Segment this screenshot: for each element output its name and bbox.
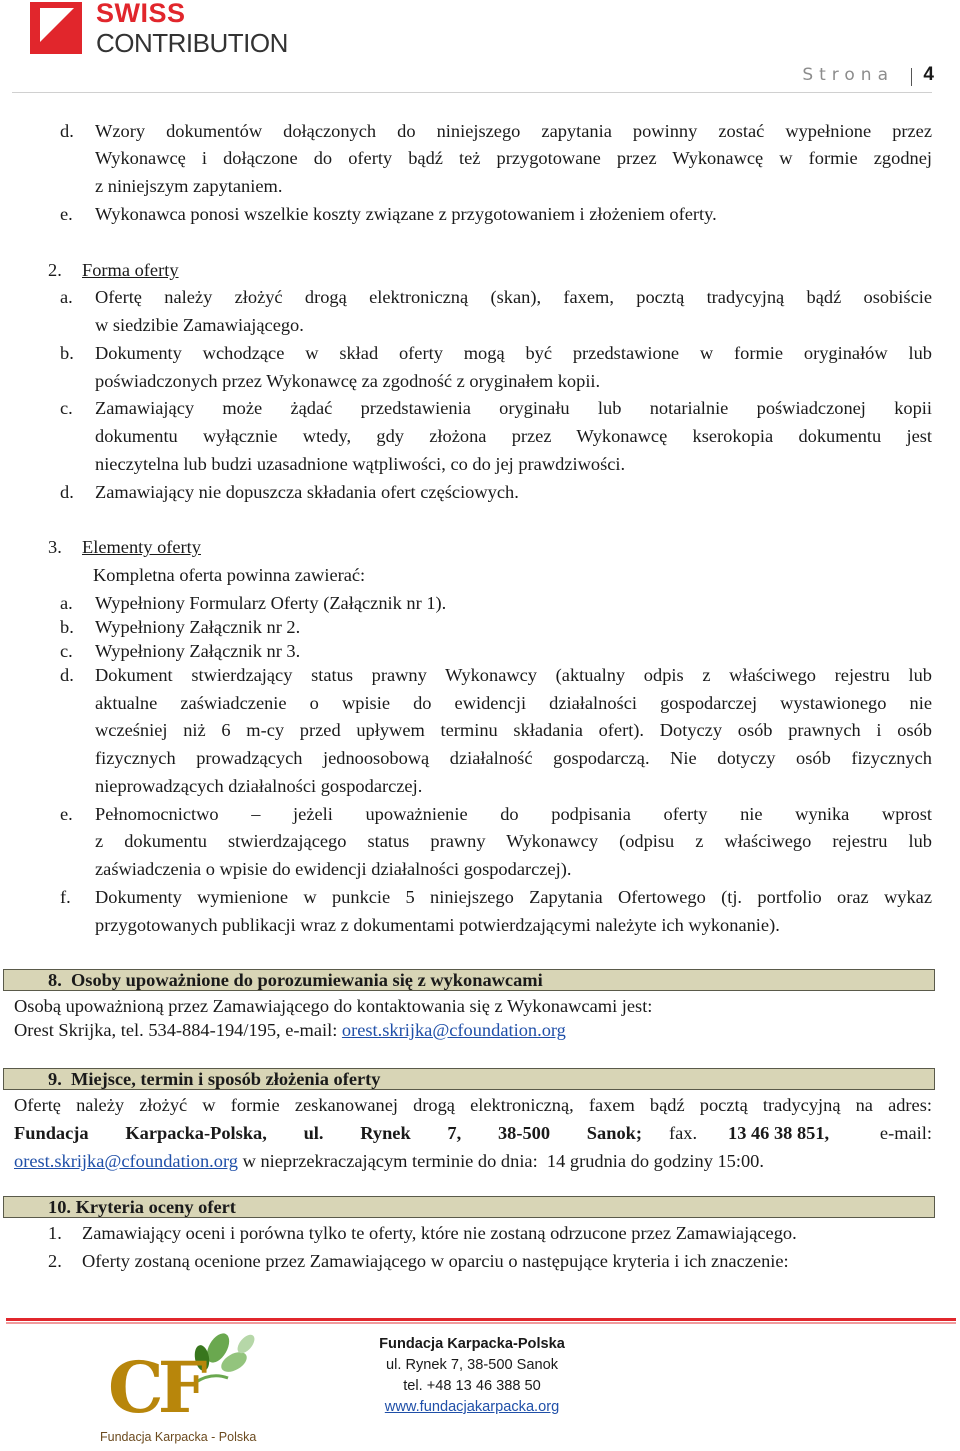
item-marker-e: e. <box>60 204 73 224</box>
s1-d-line-3: z niniejszym zapytaniem. <box>95 176 283 196</box>
section-8-line-2 <box>14 1019 566 1041</box>
s1-d-line-2: Wykonawcę i dołączone do oferty bądź też przygotowane przez Wykonawcę w formie zgodnej <box>95 148 932 168</box>
item-marker-a: a. <box>60 287 73 307</box>
s2-d-line-1: Zamawiający nie dopuszcza składania ofert częściowych. <box>95 482 519 502</box>
section-9-deadline: w nieprzekraczającym terminie do dnia: 14 grudnia do godziny 15:00. <box>237 1151 764 1171</box>
section-9-fax-label: fax. <box>669 1123 698 1143</box>
footer-phone: tel. +48 13 46 388 50 <box>403 1378 541 1394</box>
s3-a-line-1: Wypełniony Formularz Oferty (Załącznik nr 1). <box>95 593 447 613</box>
item-marker-d: d. <box>60 665 74 685</box>
s3-d-line-1: Dokument stwierdzający status prawny Wykonawcy (aktualny odpis z właściwego rejestru lub <box>95 665 932 685</box>
section-9-heading-bar <box>3 1068 935 1090</box>
logo-initials: CF <box>108 1346 202 1429</box>
section-9-heading: 9. Miejsce, termin i sposób złożenia oferty <box>48 1069 381 1089</box>
item-marker-1: 1. <box>48 1223 62 1243</box>
section-2-title: Forma oferty <box>82 260 179 280</box>
section-3-title: Elementy oferty <box>82 537 201 557</box>
section-9-fax-number: 13 46 38 851, <box>728 1123 830 1143</box>
logo-caption: Fundacja Karpacka - Polska <box>100 1430 257 1444</box>
s2-c-line-1: Zamawiający może żądać przedstawienia oryginału lub notarialnie poświadczonej kopii <box>95 398 932 418</box>
page-label: Strona <box>802 65 894 85</box>
footer-website-wrap <box>362 1397 582 1418</box>
swiss-contribution-logo <box>30 2 300 58</box>
s3-d-line-3: wcześniej niż 6 m-cy przed upływem terminu składania ofert). Dotyczy osób prawnych i osób <box>95 720 932 740</box>
section-10-heading-bar <box>3 1196 935 1218</box>
section-9-address: Fundacja Karpacka-Polska, ul. Rynek 7, 38-500 Sanok; <box>14 1123 642 1143</box>
header-rule <box>12 92 932 93</box>
item-marker-b: b. <box>60 617 74 637</box>
section-8-line-1: Osobą upoważnioną przez Zamawiającego do kontaktowania się z Wykonawcami jest: <box>14 996 653 1016</box>
s3-e-line-1: Pełnomocnictwo – jeżeli upoważnienie do podpisania oferty nie wynika wprost <box>95 804 932 824</box>
swiss-flag-icon <box>30 2 82 54</box>
s3-f-line-1: Dokumenty wymienione w punkcie 5 niniejszego Zapytania Ofertowego (tj. portfolio oraz wykaz <box>95 887 932 907</box>
logo-bottom-text: CONTRIBUTION <box>96 28 288 58</box>
item-marker-b: b. <box>60 343 74 363</box>
item-marker-f: f. <box>60 887 71 907</box>
item-marker-a: a. <box>60 593 73 613</box>
s3-c-line-1: Wypełniony Załącznik nr 3. <box>95 641 301 661</box>
s1-d-line-1: Wzory dokumentów dołączonych do niniejszego zapytania powinny zostać wypełnione przez <box>95 121 932 141</box>
s2-c-line-3: nieczytelna lub budzi uzasadnione wątpliwości, co do jej prawdziwości. <box>95 454 626 474</box>
page-separator <box>911 68 912 86</box>
section-10-item-2: Oferty zostaną ocenione przez Zamawiającego w oparciu o następujące kryteria i ich znaczenie: <box>82 1251 789 1271</box>
footer-rule <box>6 1318 956 1324</box>
s3-d-line-2: aktualne zaświadczenie o wpisie do ewidencji działalności gospodarczej wystawionego nie <box>95 693 932 713</box>
section-8-heading: 8. Osoby upoważnione do porozumiewania się z wykonawcami <box>48 970 543 990</box>
section-8-email-link[interactable]: orest.skrijka@cfoundation.org <box>341 1020 566 1040</box>
item-marker-c: c. <box>60 641 73 661</box>
section-8-contact: Orest Skrijka, tel. 534-884-194/195, e-mail: <box>14 1020 342 1040</box>
section-9-line-3 <box>14 1150 764 1172</box>
s2-b-line-1: Dokumenty wchodzące w skład oferty mogą być przedstawione w formie oryginałów lub <box>95 343 932 363</box>
s3-b-line-1: Wypełniony Załącznik nr 2. <box>95 617 301 637</box>
s3-e-line-2: z dokumentu stwierdzającego status prawny Wykonawcy (odpisu z właściwego rejestru lub <box>95 831 932 851</box>
section-2-number: 2. <box>48 260 62 280</box>
page-number: 4 <box>923 64 934 85</box>
s3-e-line-3: zaświadczenia o wpisie do ewidencji działalności gospodarczej). <box>95 859 572 879</box>
fundacja-logo <box>100 1332 270 1448</box>
section-9-email-label: e-mail: <box>879 1123 932 1143</box>
item-marker-e: e. <box>60 804 73 824</box>
item-marker-c: c. <box>60 398 73 418</box>
section-3-intro: Kompletna oferta powinna zawierać: <box>93 565 366 585</box>
page-indicator <box>734 64 934 90</box>
s3-f-line-2: przygotowanych publikacji wraz z dokumentami potwierdzającymi należyte ich wykonanie). <box>95 915 780 935</box>
item-marker-d: d. <box>60 482 74 502</box>
item-marker-2: 2. <box>48 1251 62 1271</box>
section-3-number: 3. <box>48 537 62 557</box>
section-9-email-link[interactable]: orest.skrijka@cfoundation.org <box>14 1151 238 1171</box>
s1-e-line-1: Wykonawca ponosi wszelkie koszty związane z przygotowaniem i złożeniem oferty. <box>95 204 717 224</box>
logo-top-text: SWISS <box>96 0 186 28</box>
s3-d-line-5: nieprowadzących działalności gospodarczej. <box>95 776 423 796</box>
s2-a-line-2: w siedzibie Zamawiającego. <box>95 315 304 335</box>
section-9-line-1: Ofertę należy złożyć w formie zeskanowanej drogą elektroniczną, faxem bądź pocztą tradycyjną na adres: <box>14 1095 932 1115</box>
section-10-item-1: Zamawiający oceni i porówna tylko te oferty, które nie zostaną odrzucone przez Zamawiającego. <box>82 1223 797 1243</box>
footer-website-link[interactable]: www.fundacjakarpacka.org <box>384 1399 560 1415</box>
s3-d-line-4: fizycznych prowadzących jednoosobową działalność gospodarczą. Nie dotyczy osób fizycznych <box>95 748 932 768</box>
item-marker-d: d. <box>60 121 74 141</box>
section-10-heading: 10. Kryteria oceny ofert <box>48 1197 236 1217</box>
footer-address: ul. Rynek 7, 38-500 Sanok <box>386 1357 558 1373</box>
section-8-heading-bar <box>3 969 935 991</box>
s2-b-line-2: poświadczonych przez Wykonawcę za zgodność z oryginałem kopii. <box>95 371 601 391</box>
s2-c-line-2: dokumentu wyłącznie wtedy, gdy złożona przez Wykonawcę kserokopia dokumentu jest <box>95 426 932 446</box>
footer-org-name: Fundacja Karpacka-Polska <box>379 1336 565 1352</box>
s2-a-line-1: Ofertę należy złożyć drogą elektroniczną (skan), faxem, pocztą tradycyjną bądź osobiście <box>95 287 932 307</box>
